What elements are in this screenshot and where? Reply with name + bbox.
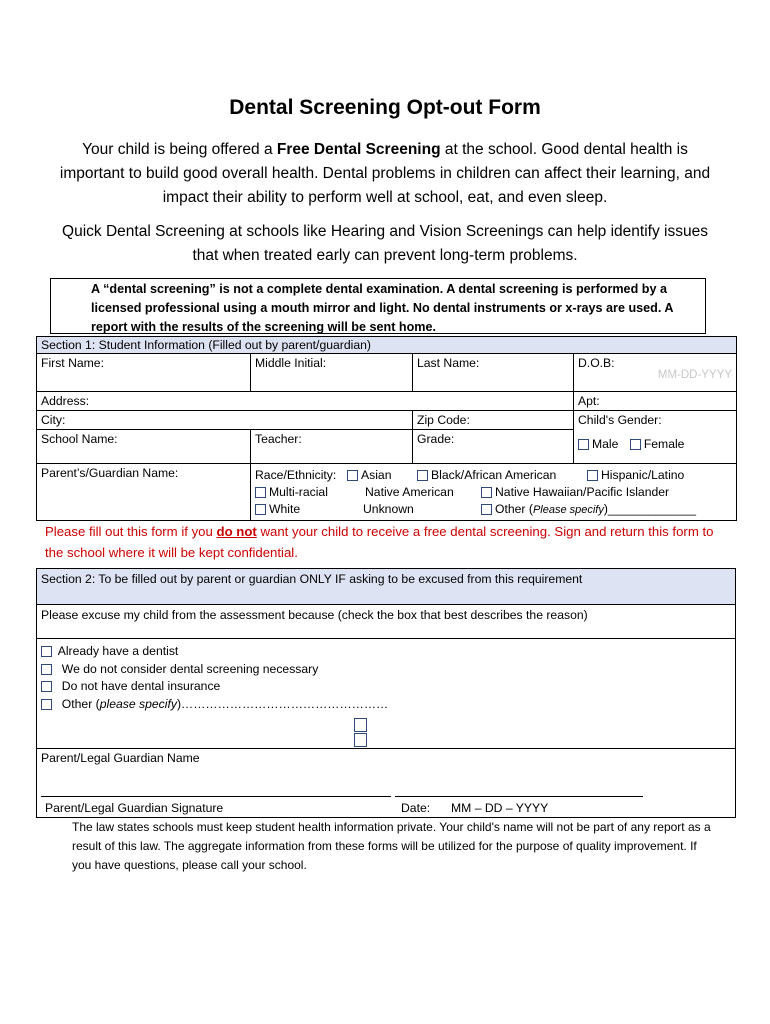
race-ethnicity-field xyxy=(251,464,737,521)
other-race-italic: Please specify xyxy=(532,504,604,516)
grade-label: Grade: xyxy=(417,432,455,446)
reason-label: We do not consider dental screening necessary xyxy=(61,661,319,676)
school-name-field[interactable] xyxy=(37,430,251,464)
female-checkbox[interactable] xyxy=(630,439,641,450)
section2-prompt: Please excuse my child from the assessment because (check the box that best describes the reason) xyxy=(37,605,735,639)
hispanic-checkbox[interactable] xyxy=(587,470,598,481)
reason-item xyxy=(41,643,731,661)
last-name-field[interactable] xyxy=(413,354,574,392)
race-label: Race/Ethnicity: xyxy=(255,468,337,482)
city-label: City: xyxy=(41,413,66,427)
zip-label: Zip Code: xyxy=(417,413,470,427)
intro-text-rest: at the school. Good dental health is important to build good overall health. Dental problems in children can affect their learning, and impact their ability to perform well at school, eat, and even sleep. xyxy=(59,141,711,206)
address-label: Address: xyxy=(41,394,90,408)
hawaiian-checkbox[interactable] xyxy=(481,487,492,498)
male-checkbox[interactable] xyxy=(578,439,589,450)
date-label: Date: xyxy=(401,801,431,815)
apt-label: Apt: xyxy=(578,394,600,408)
reason-checkbox[interactable] xyxy=(41,664,52,675)
intro-paragraph-2: Quick Dental Screening at schools like Hearing and Vision Screenings can help identify issues that when treated early can prevent long-term problems. xyxy=(62,223,708,264)
apt-field[interactable] xyxy=(574,392,737,411)
intro-paragraph-1 xyxy=(50,138,720,210)
first-name-field[interactable] xyxy=(37,354,251,392)
dob-field[interactable] xyxy=(574,354,737,392)
parent-name-label: Parent’s/Guardian Name: xyxy=(41,466,179,480)
intro-bold-text: Free Dental Screening xyxy=(276,141,441,158)
gender-label: Child's Gender: xyxy=(578,413,662,427)
other-race-checkbox[interactable] xyxy=(481,504,492,515)
address-field[interactable] xyxy=(37,392,574,411)
parent-name-field[interactable] xyxy=(37,464,251,521)
date-format: MM – DD – YYYY xyxy=(451,801,549,815)
last-name-label: Last Name: xyxy=(417,356,480,370)
signature-line[interactable] xyxy=(41,796,391,797)
other-reason-prefix: Other ( xyxy=(61,696,100,711)
red-instruction-rest: want your child to receive a free dental screening. Sign and return this form to the school where it will be kept confidential. xyxy=(45,524,714,560)
other-race-prefix: Other ( xyxy=(495,502,533,516)
reason-list xyxy=(37,639,735,749)
reason-item xyxy=(41,661,731,679)
teacher-label: Teacher: xyxy=(255,432,302,446)
unknown-label: Unknown xyxy=(363,502,414,516)
intro-text: Your child is being offered a xyxy=(82,141,277,158)
zip-field[interactable] xyxy=(413,411,574,430)
hawaiian-label: Native Hawaiian/Pacific Islander xyxy=(495,485,670,499)
reason-label: Do not have dental insurance xyxy=(61,679,221,693)
asian-checkbox[interactable] xyxy=(347,470,358,481)
multiracial-checkbox[interactable] xyxy=(255,487,266,498)
other-reason-italic: please specify xyxy=(99,696,177,711)
city-field[interactable] xyxy=(37,411,413,430)
stray-checkbox[interactable] xyxy=(354,718,367,732)
section1-header: Section 1: Student Information (Filled out by parent/guardian) xyxy=(37,337,737,354)
section2-box xyxy=(36,568,736,818)
screening-notice-box: A “dental screening” is not a complete dental examination. A dental screening is performed by a licensed professional using a mouth mirror and light. No dental instruments or x-rays are used. A report with the results of the screening will be sent home. xyxy=(50,278,706,334)
reason-label: Already have a dentist xyxy=(57,644,179,658)
red-instruction-text: Please fill out this form if you xyxy=(45,524,217,539)
middle-initial-field[interactable] xyxy=(251,354,413,392)
school-name-label: School Name: xyxy=(41,432,118,446)
other-race-suffix: )_____________ xyxy=(603,502,697,516)
grade-field[interactable] xyxy=(413,430,574,464)
student-info-table xyxy=(36,336,737,521)
other-reason-suffix: )…………………………………………… xyxy=(176,696,389,711)
hispanic-label: Hispanic/Latino xyxy=(601,468,685,482)
black-checkbox[interactable] xyxy=(417,470,428,481)
white-checkbox[interactable] xyxy=(255,504,266,515)
signature-label: Parent/Legal Guardian Signature xyxy=(45,801,224,815)
reason-checkbox[interactable] xyxy=(41,681,52,692)
dob-placeholder: MM-DD-YYYY xyxy=(657,369,732,381)
reason-item xyxy=(41,678,731,696)
privacy-footer: The law states schools must keep student health information private. Your child's name will not be part of any report as a result of this law. The aggregate information from these forms will be utilized for the purpose of quality improvement. If you have questions, please call your school. xyxy=(72,820,711,872)
red-instruction-emphasis: do not xyxy=(216,524,257,539)
reason-checkbox[interactable] xyxy=(41,646,52,657)
first-name-label: First Name: xyxy=(41,356,104,370)
reason-checkbox[interactable] xyxy=(41,699,52,710)
native-american-label: Native American xyxy=(365,485,454,499)
male-label: Male xyxy=(592,437,619,451)
multiracial-label: Multi-racial xyxy=(269,485,328,499)
section2-header: Section 2: To be filled out by parent or guardian ONLY IF asking to be excused from this requirement xyxy=(37,569,735,605)
black-label: Black/African American xyxy=(431,468,557,482)
female-label: Female xyxy=(643,437,685,451)
asian-label: Asian xyxy=(361,468,392,482)
reason-item xyxy=(41,696,731,714)
date-line[interactable] xyxy=(395,796,643,797)
middle-initial-label: Middle Initial: xyxy=(255,356,327,370)
dob-label: D.O.B: xyxy=(578,356,615,370)
guardian-name-label: Parent/Legal Guardian Name xyxy=(41,751,200,765)
form-title: Dental Screening Opt-out Form xyxy=(229,96,541,119)
stray-checkbox[interactable] xyxy=(354,733,367,747)
gender-field xyxy=(574,411,737,464)
white-label: White xyxy=(269,502,301,516)
teacher-field[interactable] xyxy=(251,430,413,464)
red-instruction xyxy=(45,521,725,563)
signature-area xyxy=(37,749,735,819)
